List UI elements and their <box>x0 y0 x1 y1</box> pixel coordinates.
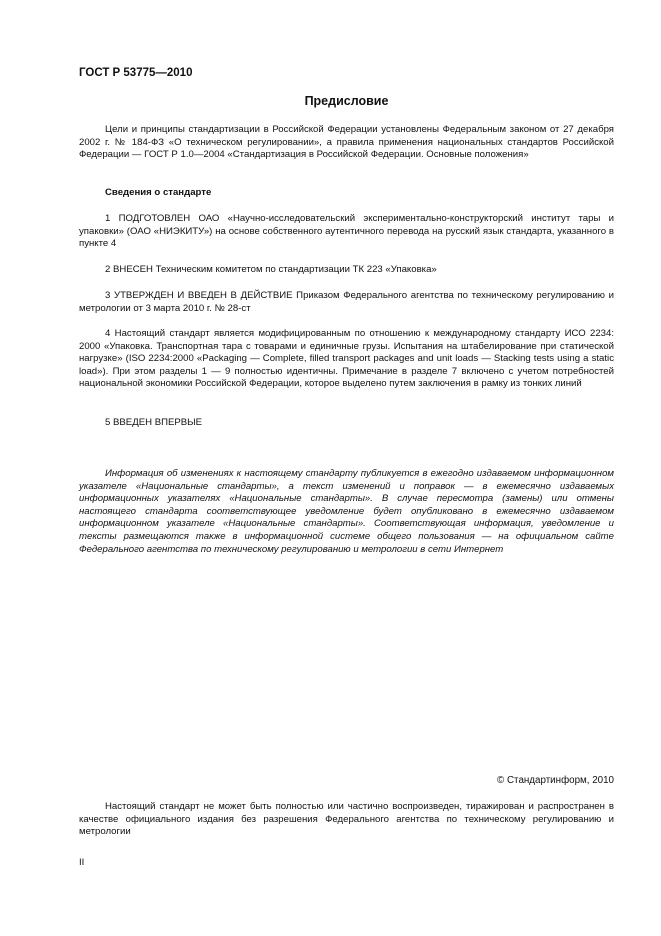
standard-info-heading: Сведения о стандарте <box>105 187 212 198</box>
document-code: ГОСТ Р 53775—2010 <box>79 67 193 79</box>
page-title: Предисловие <box>304 94 389 108</box>
info-item-4: 4 Настоящий стандарт является модифицированным по отношению к международному стандарту ИСО 2234: 2000 «Упаковка. Транспортная тара с товарами и единичные грузы. Испытания на штабелирование при статической нагрузке» (ISO 2234:2000 «Packaging — Complete, filled transport packages and unit loads — Stacking tests using a static load»). При этом разделы 1 — 9 полностью идентичны. Примечание в разделе 7 включено с учетом потребностей национальной экономики Российской Федерации, которое выделено путем заключения в рамку из тонких линий <box>79 328 614 390</box>
info-item-5: 5 ВВЕДЕН ВПЕРВЫЕ <box>105 417 203 428</box>
amendments-info-note: Информация об изменениях к настоящему стандарту публикуется в ежегодно издаваемом информационном указателе «Национальные стандарты», а текст изменений и поправок — в ежемесячно издаваемых информационных указателях «Национальные стандарты». В случае пересмотра (замены) или отмены настоящего стандарта соответствующее уведомление будет опубликовано в ежемесячно издаваемом информационном указателе «Национальные стандарты». Соответствующая информация, уведомление и тексты размещаются также в информационной системе общего пользования — на официальном сайте Федерального агентства по техническому регулированию и метрологии в сети Интернет <box>79 468 614 555</box>
info-item-1: 1 ПОДГОТОВЛЕН ОАО «Научно-исследовательский экспериментально-конструкторский институт тары и упаковки» (ОАО «НИЭКИТУ») на основе собственного аутентичного перевода на русский язык стандарта, указанного в пункте 4 <box>79 213 614 250</box>
intro-paragraph: Цели и принципы стандартизации в Российской Федерации установлены Федеральным законом от 27 декабря 2002 г. № 184-ФЗ «О техническом регулировании», а правила применения национальных стандартов Российской Федерации — ГОСТ Р 1.0—2004 «Стандартизация в Российской Федерации. Основные положения» <box>79 124 614 161</box>
info-item-3: 3 УТВЕРЖДЕН И ВВЕДЕН В ДЕЙСТВИЕ Приказом Федерального агентства по техническому регулированию и метрологии от 3 марта 2010 г. № 28-ст <box>79 290 614 314</box>
copyright-notice: © Стандартинформ, 2010 <box>497 775 614 786</box>
page-number: II <box>79 857 85 868</box>
reproduction-notice: Настоящий стандарт не может быть полностью или частично воспроизведен, тиражирован и распространен в качестве официального издания без разрешения Федерального агентства по техническому регулированию и метрологии <box>79 801 614 838</box>
info-item-2: 2 ВНЕСЕН Техническим комитетом по стандартизации ТК 223 «Упаковка» <box>105 264 437 275</box>
